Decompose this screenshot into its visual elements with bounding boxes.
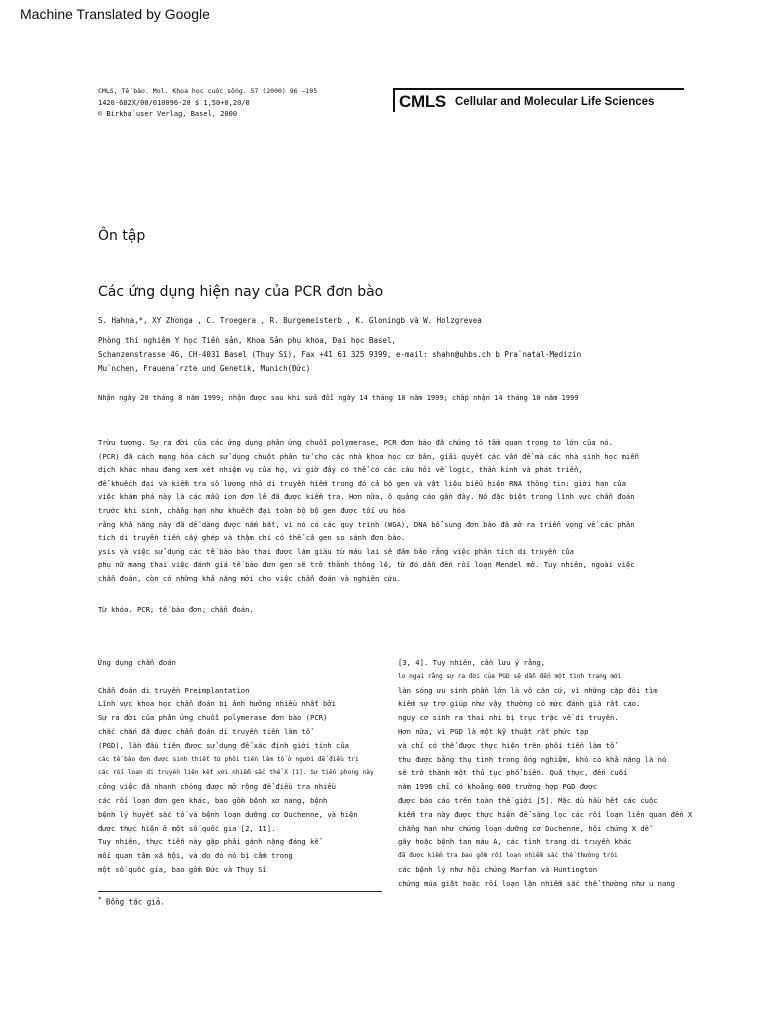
copyright-line: © Birkha¨user Verlag, Basel, 2000 [98, 110, 238, 118]
abstract-line: Trừu tượng. Sự ra đời của các ứng dụng phản ứng chuỗi polymerase, PCR đơn bào đã chứng tỏ tầm quan trọng to lớn của nó. [98, 438, 613, 447]
text-line: Hơn nữa, vì PGD là một kỹ thuật rất phức tạp [398, 726, 589, 736]
text-line: sẽ trở thành một thủ tục phổ biến. Quả thực, đến cuối [398, 768, 628, 778]
affiliation-line: Phòng thí nghiệm Y học Tiền sản, Khoa Sản phụ khoa, Đại học Basel, [98, 336, 397, 345]
issn-line: 1420-682X/00/010096-20 $ 1,50+0,20/0 [98, 99, 250, 107]
abstract-line: rằng khả năng này đã dễ dàng được nắm bắt, vì nó có các quy trình (WGA), DNA bổ sung đơn bào đã mở ra triển vọng về các phân [98, 519, 635, 529]
text-line: chắc chắn đã được chẩn đoán di truyền tiền làm tổ [98, 726, 311, 736]
text-line [98, 670, 398, 684]
text-line: đã được kiểm tra bao gồm rối loạn nhiễm sắc thể thường trội [398, 852, 618, 860]
text-line: các tế bào đơn được sinh thiết từ phôi tiền làm tổ ở người để điều trị [98, 755, 359, 763]
text-line: (PGD), lần đầu tiên được sử dụng để xác định giới tính của [98, 740, 349, 750]
text-line: thu được bằng thụ tinh trong ống nghiệm, khó có khả năng là nó [398, 754, 667, 764]
text-line: công việc đã nhanh chóng được mở rộng để điều tra nhiều [98, 782, 336, 792]
affiliation-line: Schanzenstrasse 46, CH-4031 Basel (Thụy Sĩ), Fax +41 61 325 9399, e-mail: shahn@uhbs.ch b Pra¨natal-Medizin [98, 350, 582, 359]
footnote-mark: * [98, 896, 102, 903]
text-line: năm 1996 chỉ có khoảng 600 trường hợp PGD được [398, 782, 598, 792]
article-title: Các ứng dụng hiện nay của PCR đơn bào [98, 284, 384, 300]
abstract-line: (PCR) đã cách mạng hóa cách sử dụng chuột phân tử cho các nhà khoa học cơ bản, giải quyết các vấn đề mà các nhà sinh học miễn [98, 451, 639, 461]
section-heading: Ôn tập [98, 228, 146, 244]
citation-line: CMLS, Tế bào. Mol. Khoa học cuộc sống. 57 (2000) 96 –105 [98, 87, 318, 95]
text-line: được thực hiện ở một số quốc gia [2, 11]. [98, 823, 276, 833]
abstract-line: chẩn đoán, còn có những khả năng mới cho việc chẩn đoán và nghiên cứu. [98, 573, 401, 583]
footnote-rule [98, 891, 382, 892]
footnote [98, 896, 165, 907]
abstract-line: để khuếch đại và kiểm tra số lượng nhỏ di truyền hiếm trong đó cả bộ gen và vật liệu biểu hiện RNA thông tin: giới hạn của [98, 478, 626, 488]
body-column-left [98, 656, 398, 877]
footnote-text: Đồng tác giả. [101, 897, 165, 907]
text-line: Sự ra đời của phản ứng chuỗi polymerase đơn bào (PCR) [98, 713, 328, 723]
journal-logo [393, 88, 684, 114]
abstract-line: trước khi sinh, chẳng hạn như khuếch đại toàn bộ bộ gen được tối ưu hóa [98, 505, 406, 515]
abstract-line: phụ nữ mang thai việc đánh giá tế bào đơn gen sẽ trở thành thông lệ, từ đó dẫn đến rối loạn Mendel mở. Tuy nhiên, ngoài việc [98, 560, 635, 570]
author-list: S. Hahna,*, XY Zhonga , C. Troegera , R. Burgemeisterb , K. Gloningb và W. Holzgrevea [98, 316, 482, 325]
affiliation-line: Mu¨nchen, Frauena¨rzte und Genetik, Munich(Đức) [98, 364, 311, 373]
received-dates: Nhận ngày 20 tháng 8 năm 1999; nhận được sau khi sửa đổi ngày 14 tháng 10 năm 1999; chấp nhận 14 tháng 10 năm 1999 [98, 394, 579, 402]
text-line: Tuy nhiên, thực tiễn này gặp phải gánh nặng đáng kể [98, 837, 319, 847]
machine-translation-banner: Machine Translated by Google [20, 6, 210, 22]
abstract-line: việc khám phá này là các mẫu ion đơn lẻ đã được kiểm tra. Hơn nữa, ô quảng cáo gần đây. Nó đặc biệt trong lĩnh vực chẩn đoán [98, 492, 635, 502]
text-line: mối quan tâm xã hội, và do đó nó bị cấm trong [98, 851, 293, 861]
text-line: bệnh lý huyết sắc tố và bệnh loạn dưỡng cơ Duchenne, và hiện [98, 809, 358, 819]
abstract-line: ysis và việc sử dụng các tế bào bào thai được làm giàu từ máu lai sẽ đảm bảo rằng việc phân tích di truyền của [98, 546, 574, 556]
text-line: [3, 4]. Tuy nhiên, cần lưu ý rằng, [398, 658, 546, 667]
text-line: các rối loạn đơn gen khác, bao gồm bệnh xơ nang, bệnh [98, 795, 328, 805]
text-line: nguy cơ sinh ra thai nhi bị trục trặc về di truyền. [398, 713, 619, 723]
text-line: Lĩnh vực khoa học chẩn đoán bị ảnh hưởng nhiều nhất bởi [98, 699, 336, 709]
text-line: gãy hoặc bệnh tan máu A, các tình trạng di truyền khác [398, 837, 632, 847]
text-line: một số quốc gia, bao gồm Đức và Thụy Sĩ [98, 864, 267, 874]
text-line: các rối loạn di truyền liên kết với nhiễm sắc thể X [1]. Sự tiến phong này [98, 769, 374, 777]
abstract-line: tích di truyền tiền cấy ghép và thậm chí có thể cả gen so sánh đơn bào. [98, 533, 406, 543]
text-line: các bệnh lý như hội chứng Marfan và Huntington [398, 864, 598, 874]
text-line: kiếm sự trợ giúp như vậy thường có mức đánh giá rất cao. [398, 699, 641, 709]
keywords: Từ khóa. PCR; tế bào đơn; chẩn đoán. [98, 605, 254, 614]
logo-journal-name: Cellular and Molecular Life Sciences [455, 96, 655, 108]
logo-abbreviation: CMLS [399, 92, 446, 111]
text-line: Chẩn đoán di truyền Preimplantation [98, 685, 250, 695]
text-line: lo ngại rằng sự ra đời của PGD sẽ dẫn đến một tình trạng mới [398, 672, 622, 680]
text-line: Ứng dụng chẩn đoán [98, 658, 176, 667]
logo-bracket [393, 90, 395, 112]
abstract [98, 436, 698, 586]
text-line: làn sóng ưu sinh phần lớn là vô căn cứ, vì những cặp đôi tìm [398, 685, 658, 695]
text-line: kiểm tra này được thực hiện để sàng lọc các rối loạn liên quan đến X [398, 809, 693, 819]
abstract-line: dịch khác nhau đang xem xét nhiệm vụ của họ, vì giờ đây có thể có các câu hỏi về logic, thần kinh và phát triển, [98, 465, 583, 475]
text-line: chứng múa giật hoặc rối loạn lặn nhiễm sắc thể thường như u nang [398, 878, 675, 888]
body-column-right [398, 656, 698, 891]
text-line: chẳng hạn như chứng loạn dưỡng cơ Duchenne, hội chứng X dễ [398, 823, 649, 833]
text-line: và chỉ có thể được thực hiện trên phôi tiền làm tổ [398, 740, 615, 750]
text-line: được báo cáo trên toàn thế giới [5]. Mặc dù hầu hết các cuộc [398, 795, 658, 805]
